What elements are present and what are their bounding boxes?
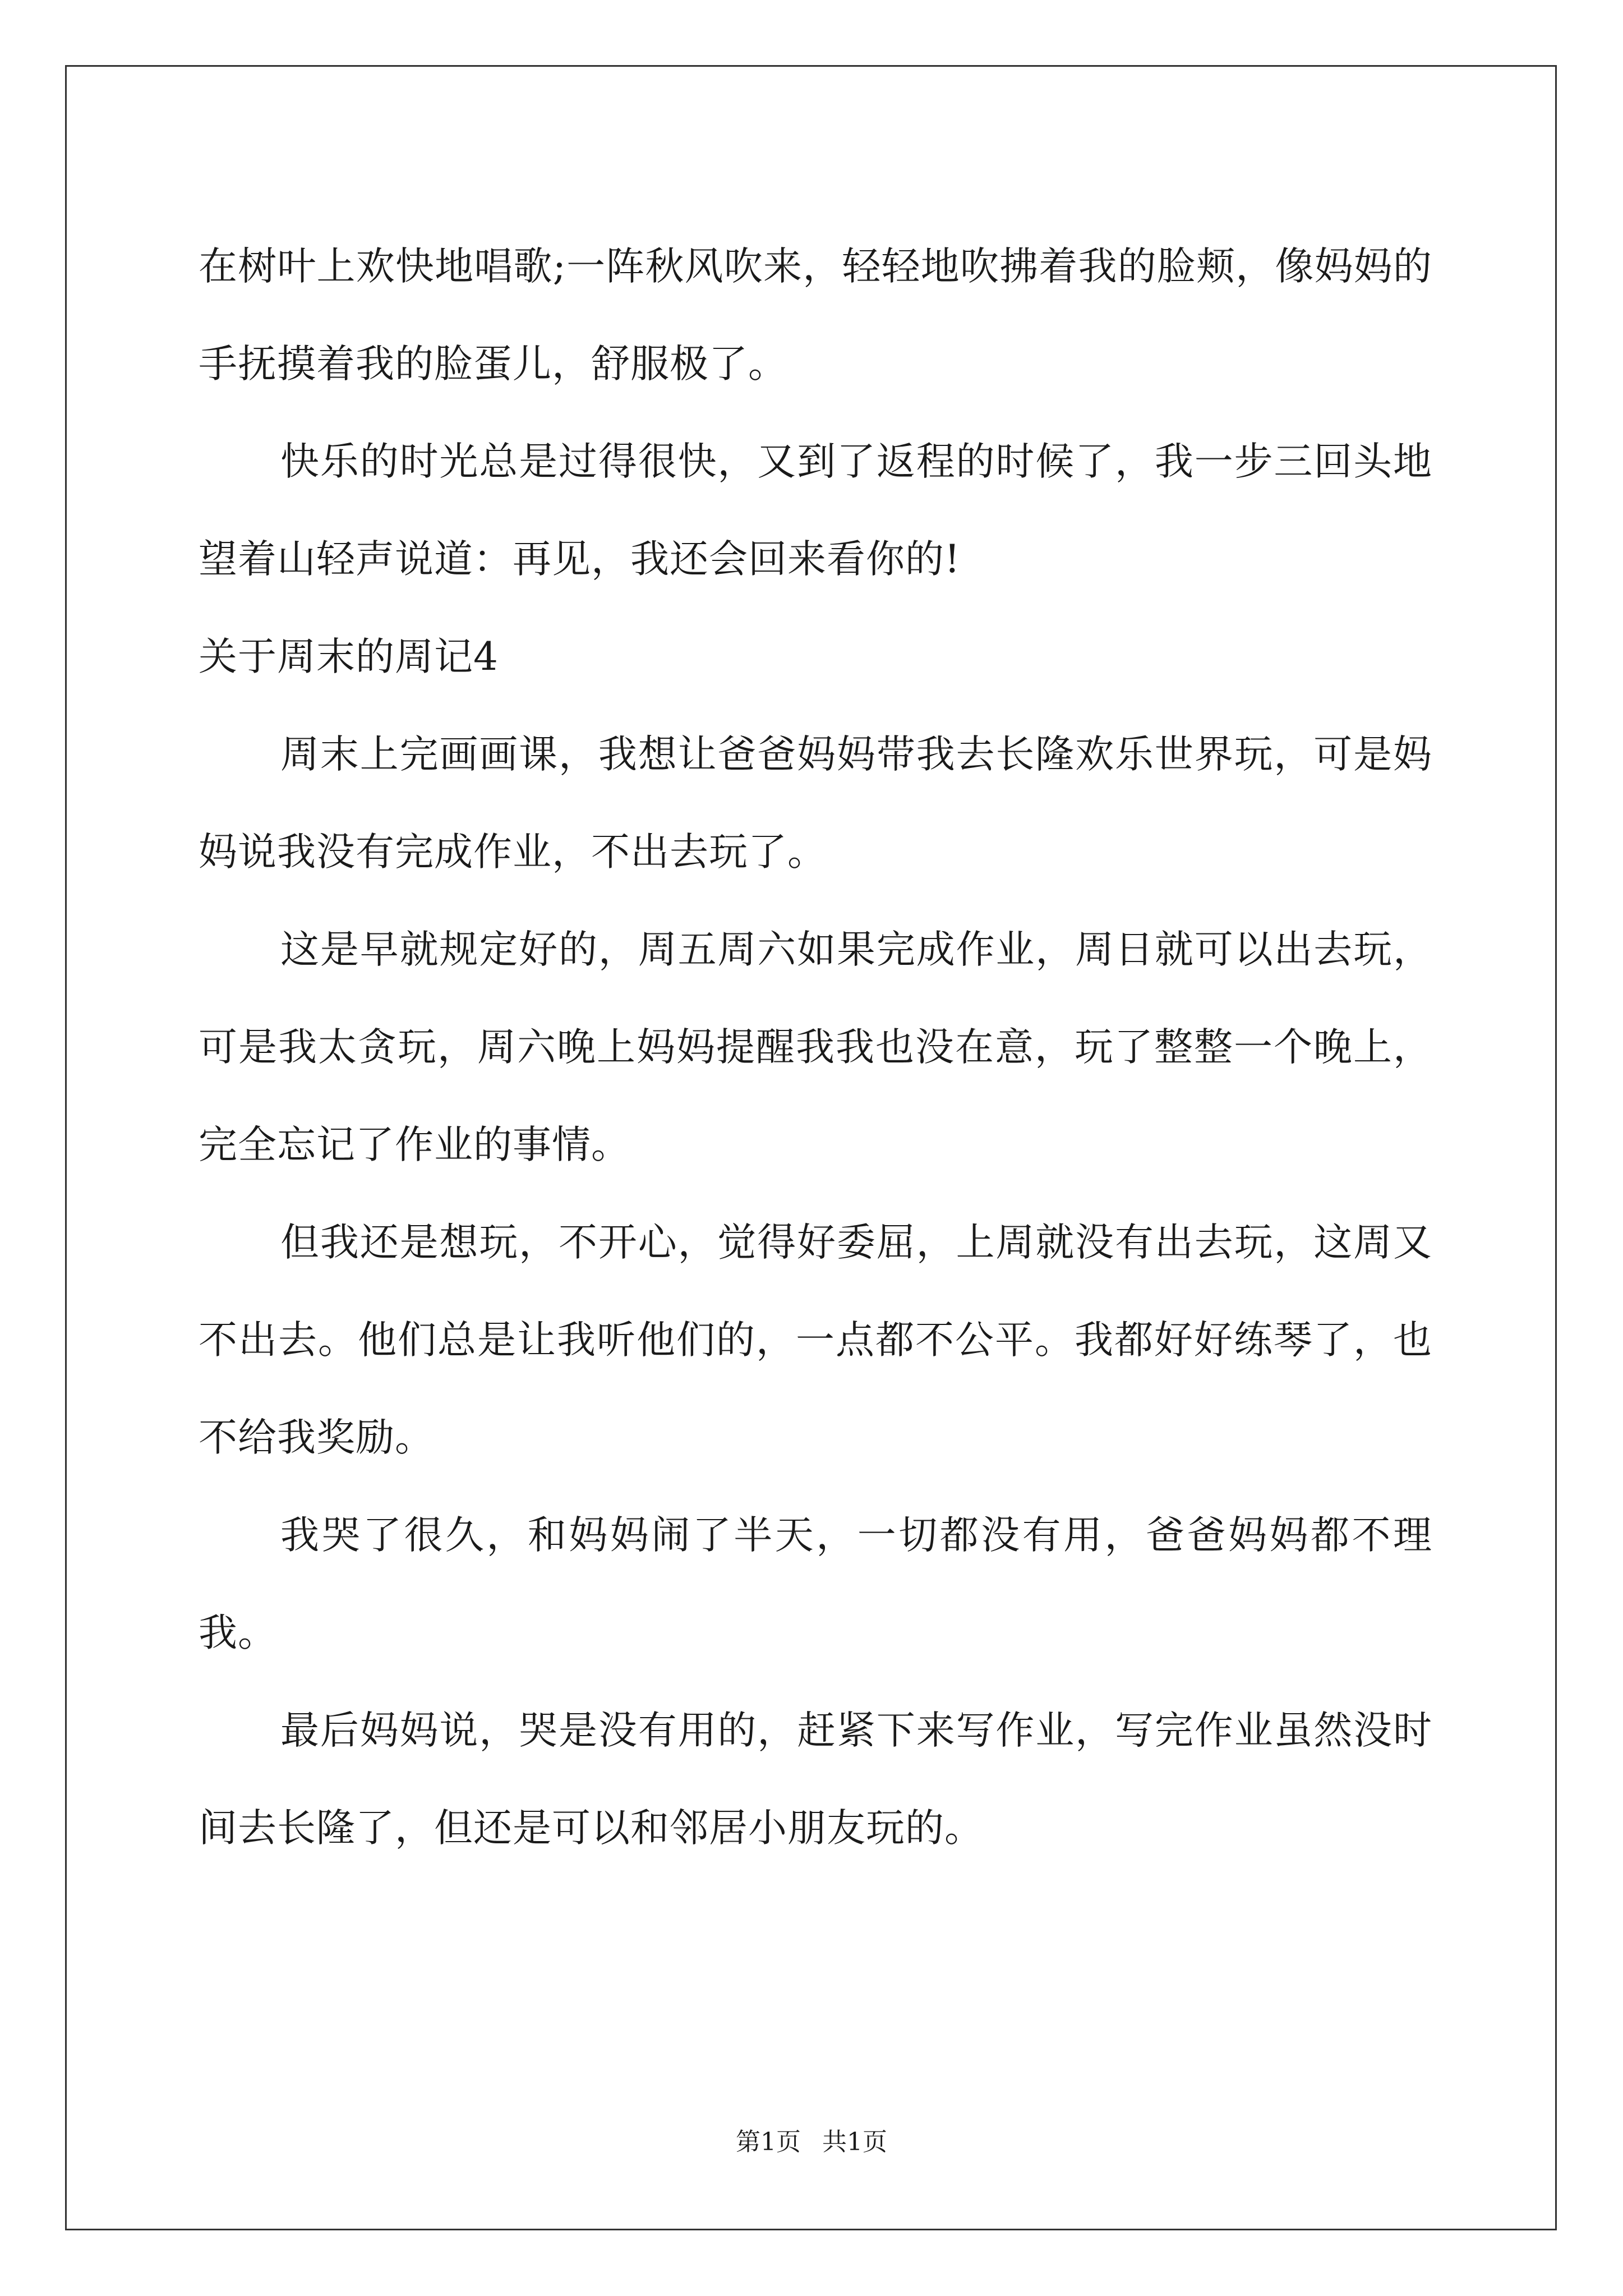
page-total: 共1页	[822, 2128, 887, 2156]
paragraph: 最后妈妈说，哭是没有用的，赶紧下来写作业，写完作业虽然没时间去长隆了，但还是可以和邻居小朋友玩的。	[199, 1708, 1432, 1851]
page-number: 第1页	[736, 2128, 801, 2156]
paragraph: 周末上完画画课，我想让爸爸妈妈带我去长隆欢乐世界玩，可是妈妈说我没有完成作业，不出去玩了。	[199, 732, 1432, 875]
page-footer	[0, 2122, 1623, 2157]
section-heading: 关于周末的周记4	[199, 634, 499, 679]
paragraph: 我哭了很久，和妈妈闹了半天，一切都没有用，爸爸妈妈都不理我。	[199, 1513, 1432, 1655]
paragraph: 这是早就规定好的，周五周六如果完成作业，周日就可以出去玩，可是我太贪玩，周六晚上妈妈提醒我我也没在意，玩了整整一个晚上，完全忘记了作业的事情。	[199, 927, 1432, 1167]
paragraph-continued: 在树叶上欢快地唱歌;一阵秋风吹来，轻轻地吹拂着我的脸颊，像妈妈的手抚摸着我的脸蛋儿，舒服极了。	[199, 244, 1432, 386]
paragraph: 但我还是想玩，不开心，觉得好委屈，上周就没有出去玩，这周又不出去。他们总是让我听他们的，一点都不公平。我都好好练琴了，也不给我奖励。	[199, 1220, 1432, 1460]
paragraph: 快乐的时光总是过得很快，又到了返程的时候了，我一步三回头地望着山轻声说道：再见，我还会回来看你的!	[199, 439, 1432, 582]
document-body	[199, 218, 1432, 1877]
